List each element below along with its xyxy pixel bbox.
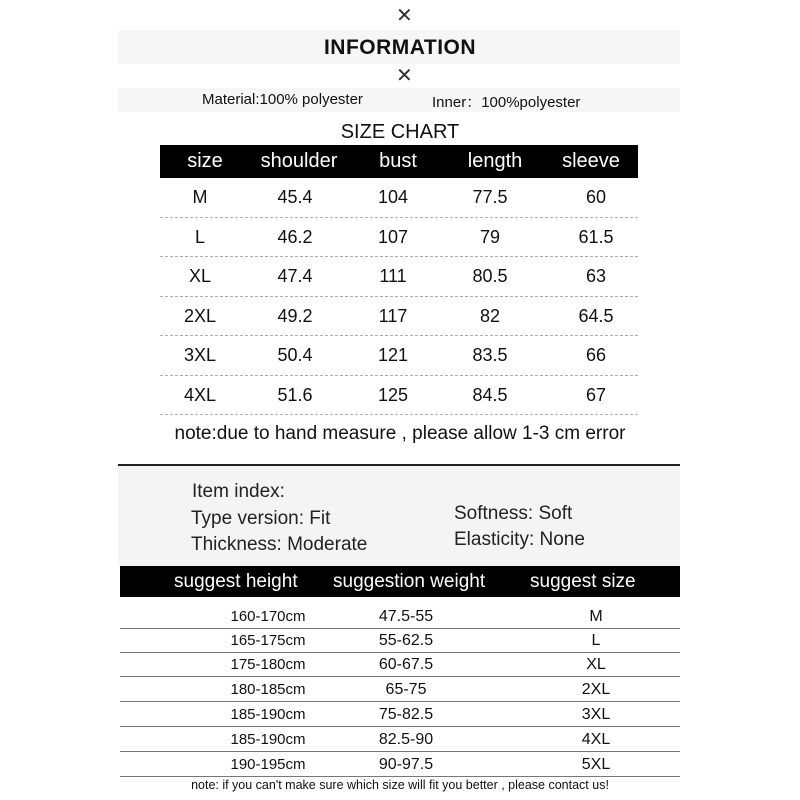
cell-size: XL (188, 266, 212, 286)
material-line (120, 91, 680, 111)
cell-size: 2XL (183, 305, 217, 326)
cell-height: 165-175cm (230, 632, 306, 649)
table-row (160, 336, 638, 376)
table-row (160, 376, 638, 416)
table-row (160, 178, 638, 218)
cell-shoulder: 50.4 (277, 345, 313, 365)
column-header: sleeve (562, 150, 620, 172)
cell-size: 4XL (581, 731, 611, 748)
cell-shoulder: 51.6 (277, 384, 313, 405)
cell-size: 3XL (581, 706, 611, 723)
table-row (120, 604, 680, 629)
table-row (120, 702, 680, 727)
cell-height: 185-190cm (230, 731, 306, 748)
cell-size: 2XL (581, 681, 611, 698)
info-title: INFORMATION (323, 36, 477, 59)
table-row (160, 297, 638, 337)
cell-weight: 65-75 (385, 681, 427, 698)
cell-height: 185-190cm (230, 706, 306, 723)
cell-weight: 90-97.5 (378, 756, 434, 773)
elasticity: Elasticity: None (454, 529, 585, 550)
cell-size: 5XL (581, 756, 611, 773)
close-icon: ✕ (396, 5, 413, 27)
cell-bust: 111 (379, 266, 407, 286)
cell-sleeve: 63 (585, 266, 607, 286)
column-header: shoulder (260, 150, 338, 172)
cell-length: 77.5 (472, 187, 508, 207)
cell-size: 4XL (183, 384, 217, 405)
cell-bust: 125 (377, 384, 409, 405)
close-icon: ✕ (396, 65, 413, 87)
inner-text: Inner：100%polyester (432, 94, 581, 111)
cell-size: M (192, 187, 208, 207)
cell-shoulder: 47.4 (277, 266, 313, 286)
size-chart-table (160, 145, 638, 415)
cell-size: L (194, 226, 206, 247)
cell-length: 82 (479, 305, 501, 326)
cell-weight: 55-62.5 (378, 632, 434, 649)
item-index-heading: Item index: (192, 481, 285, 502)
table-row (120, 652, 680, 677)
column-header: suggest height (174, 571, 298, 592)
cell-weight: 47.5-55 (378, 608, 434, 625)
material-text: Material:100% polyester (202, 91, 363, 108)
cell-size: M (589, 608, 603, 625)
column-header: bust (379, 150, 417, 172)
table-row (120, 677, 680, 702)
table-row (120, 628, 680, 653)
cell-size: 3XL (183, 345, 217, 365)
cell-bust: 107 (377, 226, 409, 247)
cell-length: 80.5 (472, 266, 508, 286)
column-header: suggestion weight (333, 571, 486, 592)
cell-size: XL (586, 656, 606, 673)
cell-height: 175-180cm (230, 656, 306, 673)
cell-weight: 75-82.5 (378, 706, 434, 723)
cell-length: 83.5 (472, 345, 508, 365)
softness: Softness: Soft (454, 503, 573, 524)
cell-sleeve: 64.5 (578, 305, 614, 326)
cell-height: 160-170cm (230, 608, 306, 625)
table-row (120, 727, 680, 752)
measure-note: note:due to hand measure , please allow 1-3 cm error (174, 423, 626, 444)
type-version: Type version: Fit (191, 508, 331, 529)
cell-shoulder: 45.4 (277, 187, 313, 207)
column-header: size (187, 150, 223, 172)
cell-height: 190-195cm (230, 756, 306, 773)
contact-note: note: if you can't make sure which size will fit you better , please contact us! (191, 778, 609, 792)
table-row (160, 257, 638, 297)
size-chart-title: SIZE CHART (340, 121, 460, 143)
cell-length: 79 (479, 226, 501, 247)
column-header: length (467, 150, 523, 172)
cell-length: 84.5 (472, 384, 508, 405)
cell-sleeve: 60 (585, 187, 607, 207)
cell-bust: 117 (378, 305, 408, 326)
table-row (120, 752, 680, 777)
cell-shoulder: 46.2 (277, 226, 313, 247)
cell-sleeve: 67 (585, 384, 607, 405)
thickness: Thickness: Moderate (191, 534, 368, 555)
column-header: suggest size (530, 571, 636, 592)
size-chart-header (160, 145, 638, 178)
cell-height: 180-185cm (230, 681, 306, 698)
table-row (160, 218, 638, 258)
cell-shoulder: 49.2 (277, 305, 313, 326)
size-recommendation-header (120, 566, 680, 597)
cell-bust: 121 (377, 345, 409, 365)
cell-sleeve: 66 (585, 345, 607, 365)
cell-weight: 60-67.5 (378, 656, 434, 673)
cell-weight: 82.5-90 (378, 731, 434, 748)
cell-size: L (591, 632, 601, 649)
cell-bust: 104 (377, 187, 409, 207)
cell-sleeve: 61.5 (578, 226, 614, 247)
